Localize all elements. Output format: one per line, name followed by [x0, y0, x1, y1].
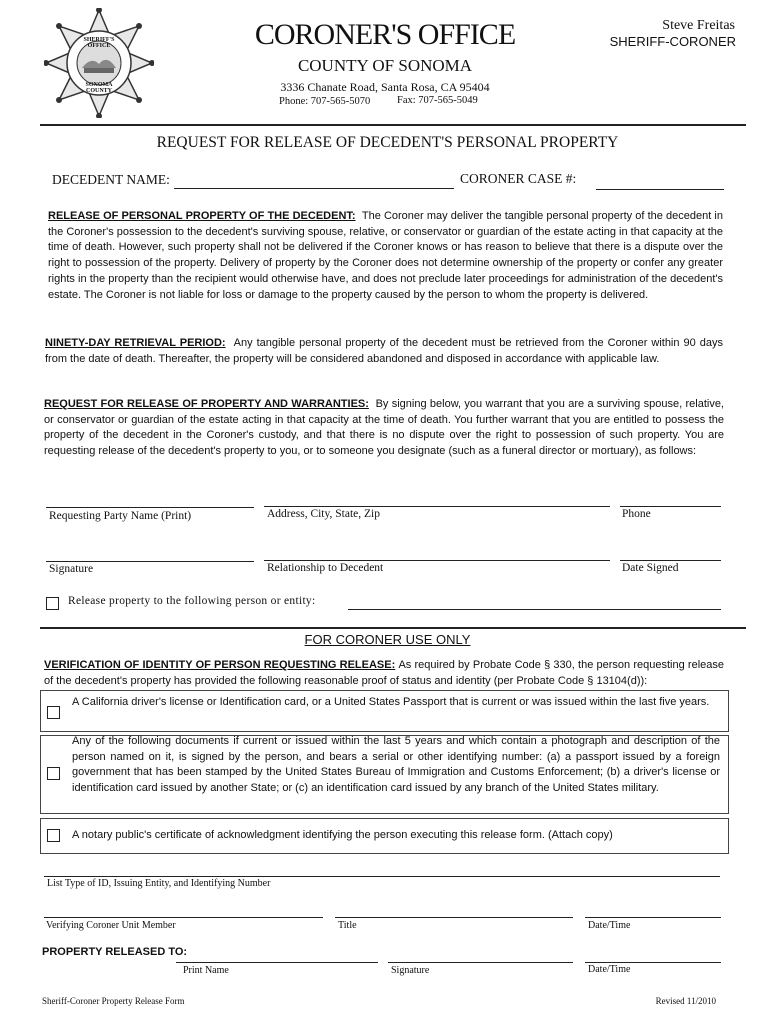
- footer-form-name: Sheriff-Coroner Property Release Form: [42, 996, 185, 1006]
- id-option-2-text: Any of the following documents if current or issued within the last 5 years and which contain a photograph and description of the person named on it, is signed by the person, and bears a serial or other identifying number: (a) a passport issued by a foreign government that has been stamped by the United States Bureau of Immigration and Customs Enforcement; (b) a driver's license or identification card issued by another State; or (c) an identification card issued by any branch of the United States military.: [72, 735, 720, 794]
- office-title: CORONER'S OFFICE: [254, 18, 516, 51]
- print-name-field[interactable]: [176, 962, 378, 963]
- verification-heading: VERIFICATION OF IDENTITY OF PERSON REQUESTING RELEASE:: [44, 659, 396, 671]
- verifying-member-field[interactable]: [44, 917, 323, 918]
- badge-inner-text: SONOMA COUNTY: [85, 82, 113, 94]
- office-address: 3336 Chanate Road, Santa Rosa, CA 95404: [280, 80, 490, 94]
- verification-paragraph: [44, 658, 724, 689]
- requesting-party-label: Requesting Party Name (Print): [49, 510, 192, 522]
- county-name: COUNTY OF SONOMA: [297, 56, 473, 75]
- signature-label: Signature: [49, 563, 94, 575]
- relationship-field[interactable]: [264, 560, 610, 561]
- ninety-day-body: Any tangible personal property of the decedent must be retrieved from the Coroner within 90 days from the date of death. Thereafter, the property will be considered abandoned and disposed in accordance with applicable law.: [45, 337, 723, 365]
- id-option-1-text: A California driver's license or Identification card, or a United States Passport that is current or was issued within the last five years.: [72, 696, 710, 708]
- released-date-time-label: Date/Time: [588, 964, 631, 975]
- relationship-label: Relationship to Decedent: [267, 562, 384, 574]
- print-name-label: Print Name: [183, 965, 229, 976]
- ninety-day-paragraph: [45, 336, 723, 367]
- warranties-heading: REQUEST FOR RELEASE OF PROPERTY AND WARRANTIES:: [44, 398, 369, 410]
- coroner-use-heading: FOR CORONER USE ONLY: [304, 632, 471, 647]
- decedent-name-label: DECEDENT NAME:: [52, 172, 170, 187]
- release-to-other-label: Release property to the following person or entity:: [68, 595, 316, 607]
- office-phone: Phone: 707-565-5070: [279, 96, 371, 107]
- warranties-paragraph: [44, 397, 724, 460]
- coroner-case-label: CORONER CASE #:: [460, 171, 577, 186]
- property-released-heading: PROPERTY RELEASED TO:: [42, 946, 188, 958]
- requesting-party-field[interactable]: [46, 507, 254, 508]
- verifying-member-label: Verifying Coroner Unit Member: [46, 920, 176, 931]
- id-option-2-checkbox[interactable]: [47, 767, 60, 780]
- sheriff-badge: [44, 8, 154, 118]
- official-title: SHERIFF-CORONER: [609, 34, 736, 49]
- address-field[interactable]: [264, 506, 610, 507]
- phone-label: Phone: [622, 508, 651, 520]
- coroner-section-divider: [40, 627, 746, 629]
- title-field[interactable]: [335, 917, 573, 918]
- official-name: Steve Freitas: [662, 18, 735, 33]
- phone-field[interactable]: [620, 506, 721, 507]
- date-signed-field[interactable]: [620, 560, 721, 561]
- release-to-other-checkbox[interactable]: [46, 597, 59, 610]
- id-option-3-checkbox[interactable]: [47, 829, 60, 842]
- release-to-other-field[interactable]: [348, 609, 721, 610]
- verification-body: As required by Probate Code § 330, the person requesting release of the decedent's property has provided the following reasonable proof of status and identity (per Probate Code § 13104(d)):: [44, 659, 724, 687]
- coroner-case-field[interactable]: [596, 189, 724, 190]
- badge-outer-text: SHERIFF'S OFFICE: [83, 37, 115, 49]
- form-title: REQUEST FOR RELEASE OF DECEDENT'S PERSONAL PROPERTY: [156, 134, 619, 151]
- warranties-body: By signing below, you warrant that you are a surviving spouse, relative, or conservator or guardian of the estate acting in that capacity at the time of death. You further warrant that you are entitled to possess the property of the decedent in the Coroner's custody, and that there is no dispute over the right to possession of such property. You are requesting release of the decedent's property to you, or to someone you designate (such as a funeral director or mortuary), as follows:: [44, 398, 724, 458]
- office-fax: Fax: 707-565-5049: [397, 95, 478, 106]
- date-time-label: Date/Time: [588, 920, 631, 931]
- header-divider: [40, 124, 746, 126]
- released-signature-label: Signature: [391, 965, 430, 976]
- title-label: Title: [338, 920, 357, 931]
- date-signed-label: Date Signed: [622, 562, 679, 574]
- id-type-field[interactable]: [44, 876, 720, 877]
- release-paragraph: [48, 209, 723, 303]
- id-option-1-checkbox[interactable]: [47, 706, 60, 719]
- decedent-name-field[interactable]: [174, 188, 454, 189]
- date-time-field[interactable]: [585, 917, 721, 918]
- footer-revision: Revised 11/2010: [655, 996, 716, 1006]
- id-type-label: List Type of ID, Issuing Entity, and Identifying Number: [47, 878, 271, 889]
- address-label: Address, City, State, Zip: [267, 508, 380, 520]
- release-body: The Coroner may deliver the tangible personal property of the decedent in the Coroner's possession to the decedent's surviving spouse, relative, or conservator or guardian of the estate acting in that capacity at the time of death. However, such property shall not be delivered if the Coroner knows or has reason to believe that there is a dispute over the right to possession of the property. Delivery of property by the Coroner does not determine ownership of the property or confer any greater rights in the property than the recipient would otherwise have, and does not preclude later proceedings for administration of the decedent's estate. The Coroner is not liable for loss or damage to the property caused by the person to whom the property is delivered.: [48, 210, 723, 301]
- id-option-3-text: A notary public's certificate of acknowledgment identifying the person executing this release form. (Attach copy): [72, 829, 613, 841]
- release-heading: RELEASE OF PERSONAL PROPERTY OF THE DECEDENT:: [48, 210, 356, 222]
- released-date-time-field[interactable]: [585, 962, 721, 963]
- signature-field[interactable]: [46, 561, 254, 562]
- released-signature-field[interactable]: [388, 962, 573, 963]
- ninety-day-heading: NINETY-DAY RETRIEVAL PERIOD:: [45, 337, 226, 349]
